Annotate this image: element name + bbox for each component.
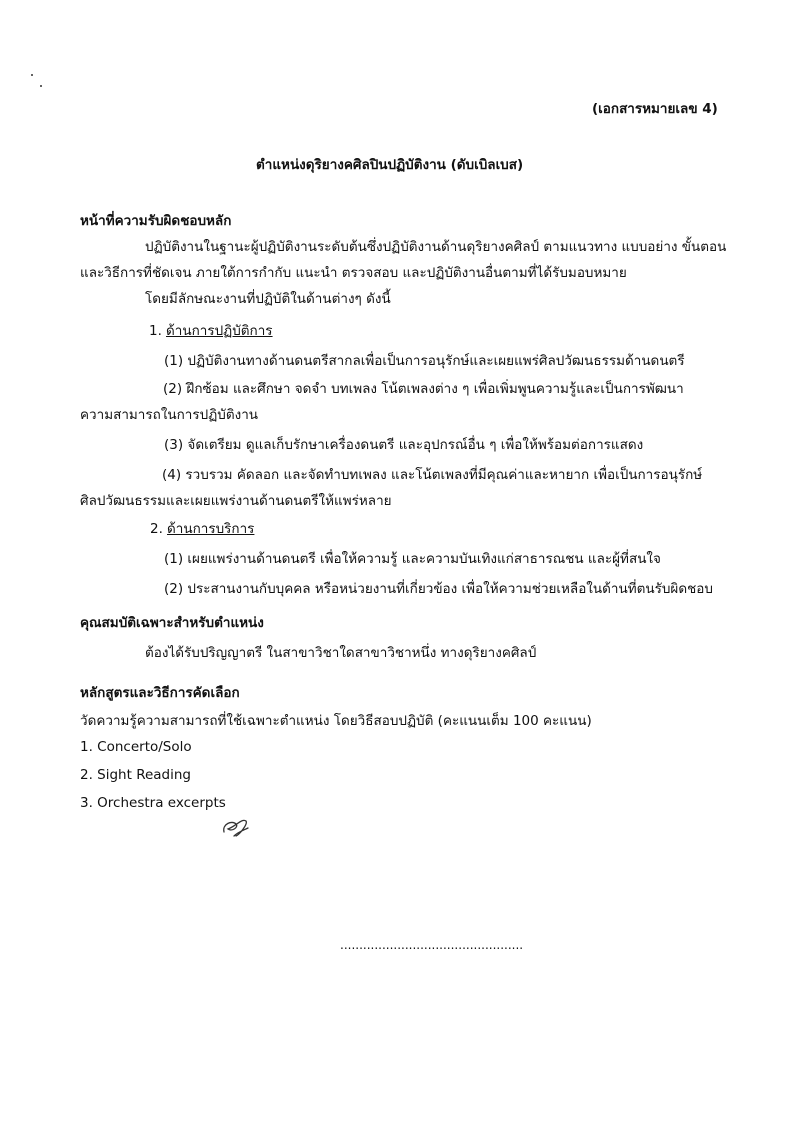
document-number: (เอกสารหมายเลข 4) xyxy=(592,101,718,117)
selection-item-3: 3. Orchestra excerpts xyxy=(80,795,226,811)
section-1-item-1: (1) ปฏิบัติงานทางด้านดนตรีสากลเพื่อเป็นการอนุรักษ์และเผยแพร่ศิลปวัฒนธรรมด้านดนตรี xyxy=(164,353,685,369)
duties-intro-line-3: โดยมีลักษณะงานที่ปฏิบัติในด้านต่างๆ ดังนี้ xyxy=(145,291,391,307)
section-2-item-1: (1) เผยแพร่งานด้านดนตรี เพื่อให้ความรู้ และความบันเทิงแก่สาธารณชน และผู้ที่สนใจ xyxy=(164,551,661,567)
section-1-item-2-line-2: ความสามารถในการปฏิบัติงาน xyxy=(80,407,259,423)
duties-heading: หน้าที่ความรับผิดชอบหลัก xyxy=(80,213,232,229)
selection-text: วัดความรู้ความสามารถที่ใช้เฉพาะตำแหน่ง โดยวิธีสอบปฏิบัติ (คะแนนเต็ม 100 คะแนน) xyxy=(80,713,592,729)
section-1-number: 1. xyxy=(149,323,162,339)
scan-specks xyxy=(30,72,50,92)
qualifications-text: ต้องได้รับปริญญาตรี ในสาขาวิชาใดสาขาวิชาหนึ่ง ทางดุริยางคศิลป์ xyxy=(145,645,537,661)
section-2-item-2: (2) ประสานงานกับบุคคล หรือหน่วยงานที่เกี่ยวข้อง เพื่อให้ความช่วยเหลือในด้านที่ตนรับผิดชอบ xyxy=(164,581,713,597)
section-2-number: 2. xyxy=(150,521,163,537)
section-1-item-2-line-1: (2) ฝึกซ้อม และศึกษา จดจำ บทเพลง โน้ตเพลงต่าง ๆ เพื่อเพิ่มพูนความรู้และเป็นการพัฒนา xyxy=(163,381,684,397)
document-title: ตำแหน่งดุริยางคศิลปินปฏิบัติงาน (ดับเบิลเบส) xyxy=(256,157,524,173)
duties-intro-line-2: และวิธีการที่ชัดเจน ภายใต้การกำกับ แนะนำ ตรวจสอบ และปฏิบัติงานอื่นตามที่ได้รับมอบหมาย xyxy=(80,265,627,281)
section-2-title: ด้านการบริการ xyxy=(167,521,255,537)
end-marker: ................................................ xyxy=(340,938,524,952)
section-1-title: ด้านการปฏิบัติการ xyxy=(166,323,273,339)
duties-intro-line-1: ปฏิบัติงานในฐานะผู้ปฏิบัติงานระดับต้นซึ่งปฏิบัติงานด้านดุริยางคศิลป์ ตามแนวทาง แบบอย่าง ขั้นตอน xyxy=(145,239,727,255)
section-1-item-4-line-1: (4) รวบรวม คัดลอก และจัดทำบทเพลง และโน้ตเพลงที่มีคุณค่าและหายาก เพื่อเป็นการอนุรักษ์ xyxy=(162,467,703,483)
selection-item-1: 1. Concerto/Solo xyxy=(80,739,192,755)
initials-signature xyxy=(218,812,258,842)
section-1-item-4-line-2: ศิลปวัฒนธรรมและเผยแพร่งานด้านดนตรีให้แพร่หลาย xyxy=(80,493,392,509)
selection-item-2: 2. Sight Reading xyxy=(80,767,191,783)
section-1-item-3: (3) จัดเตรียม ดูแลเก็บรักษาเครื่องดนตรี และอุปกรณ์อื่น ๆ เพื่อให้พร้อมต่อการแสดง xyxy=(164,437,644,453)
selection-heading: หลักสูตรและวิธีการคัดเลือก xyxy=(80,685,240,701)
qualifications-heading: คุณสมบัติเฉพาะสำหรับตำแหน่ง xyxy=(80,615,264,631)
